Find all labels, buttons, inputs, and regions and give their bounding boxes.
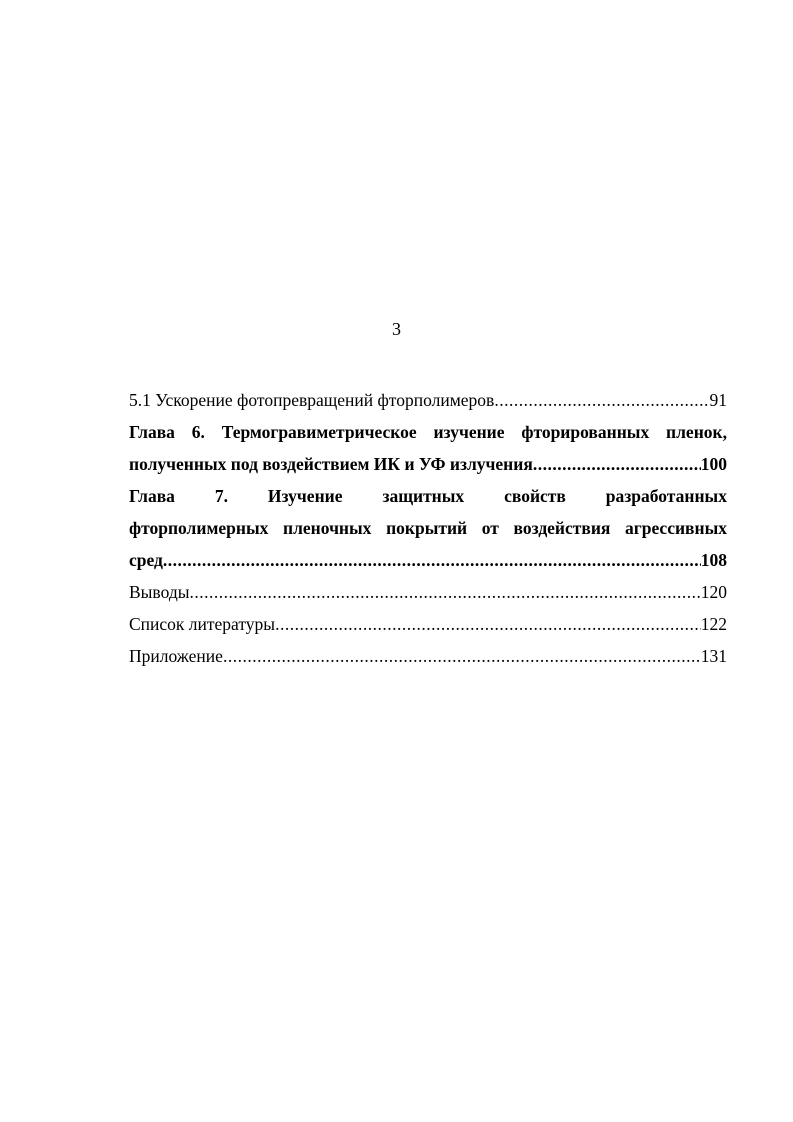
toc-entry-title: Список литературы — [129, 614, 276, 634]
table-of-contents — [129, 384, 727, 672]
toc-word: 6. — [191, 422, 205, 442]
toc-word: защитных — [382, 486, 465, 506]
toc-entry-title: сред — [129, 550, 163, 570]
toc-entry-title: Выводы — [129, 582, 190, 602]
toc-word: Изучение — [267, 486, 343, 506]
toc-word: Термогравиметрическое — [221, 422, 417, 442]
toc-chapter-7-line-2 — [129, 512, 727, 544]
toc-entry-page: 108 — [700, 550, 727, 570]
toc-entry-page: 122 — [700, 614, 727, 634]
toc-word: покрытий — [386, 518, 468, 538]
toc-entry-title: полученных под воздействием ИК и УФ излучения — [129, 454, 533, 474]
toc-leader-dots — [494, 384, 709, 416]
toc-chapter-6-line-1 — [129, 416, 727, 448]
toc-word: разработанных — [605, 486, 727, 506]
toc-entry-appendix — [129, 640, 727, 672]
toc-chapter-7-line-1 — [129, 480, 727, 512]
toc-entry-5-1 — [129, 384, 727, 416]
toc-entry-page: 91 — [709, 390, 727, 410]
toc-entry-references — [129, 608, 727, 640]
toc-word: агрессивных — [625, 518, 727, 538]
toc-entry-page: 131 — [700, 646, 727, 666]
toc-entry-conclusions — [129, 576, 727, 608]
toc-word: пленок, — [666, 422, 727, 442]
toc-word: свойств — [504, 486, 566, 506]
toc-leader-dots — [275, 608, 701, 640]
toc-entry-page: 120 — [700, 582, 727, 602]
toc-word: Глава — [129, 422, 175, 442]
toc-entry-page: 100 — [700, 454, 727, 474]
toc-entry-title: Приложение — [129, 646, 223, 666]
toc-word: фторполимерных — [129, 518, 269, 538]
toc-word: фторированных — [521, 422, 650, 442]
toc-leader-dots — [189, 576, 700, 608]
page-number: 3 — [392, 319, 401, 339]
toc-chapter-6-line-2 — [129, 448, 727, 480]
toc-word: 7. — [214, 486, 228, 506]
toc-chapter-7-line-3 — [129, 544, 727, 576]
toc-entry-title: 5.1 Ускорение фотопревращений фторполимеров — [129, 390, 495, 410]
toc-leader-dots — [533, 448, 701, 480]
toc-word: воздействия — [513, 518, 611, 538]
toc-leader-dots — [223, 640, 701, 672]
toc-word: изучение — [433, 422, 505, 442]
toc-word: от — [481, 518, 499, 538]
toc-word: пленочных — [283, 518, 372, 538]
toc-leader-dots — [163, 544, 701, 576]
toc-word: Глава — [129, 486, 175, 506]
